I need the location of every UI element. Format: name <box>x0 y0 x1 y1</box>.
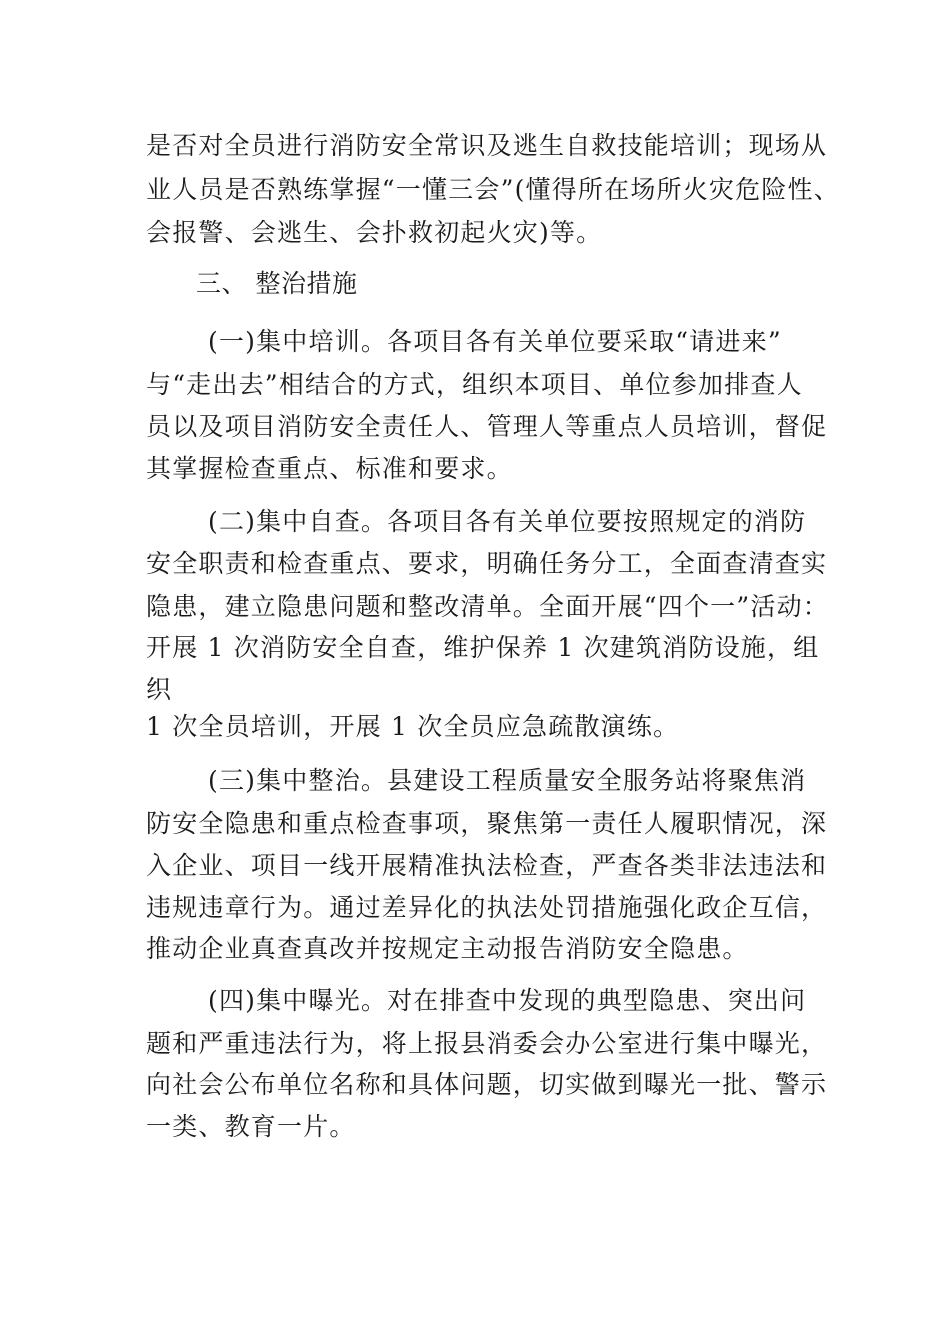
paragraph-line: (二)集中自查。各项目各有关单位要按照规定的消防 <box>208 507 807 536</box>
paragraph-line: 织 <box>146 675 173 704</box>
paragraph-line: 其掌握检查重点、标准和要求。 <box>146 454 513 483</box>
paragraph-line: 向社会公布单位名称和具体问题，切实做到曝光一批、警示 <box>146 1070 828 1099</box>
paragraph-line: 开展 1 次消防安全自查，维护保养 1 次建筑消防设施，组 <box>146 633 820 662</box>
paragraph-line: 隐患，建立隐患问题和整改清单。全面开展“四个一”活动： <box>146 592 829 621</box>
paragraph-line: (一)集中培训。各项目各有关单位要采取“请进来” <box>208 327 782 356</box>
paragraph-line: 推动企业真查真改并按规定主动报告消防安全隐患。 <box>146 934 749 963</box>
paragraph-line: 会报警、会逃生、会扑救初起火灾)等。 <box>146 218 603 247</box>
paragraph-line: 是否对全员进行消防安全常识及逃生自救技能培训；现场从 <box>146 131 828 160</box>
paragraph-line: 业人员是否熟练掌握“一懂三会”(懂得所在场所火灾危险性、 <box>146 175 840 204</box>
paragraph-line: 安全职责和检查重点、要求，明确任务分工，全面查清查实 <box>146 549 828 578</box>
paragraph-line: 与“走出去”相结合的方式，组织本项目、单位参加排查人 <box>146 370 803 399</box>
paragraph-line: (三)集中整治。县建设工程质量安全服务站将聚焦消 <box>208 766 807 795</box>
section-heading: 三、 整治措施 <box>196 269 358 298</box>
paragraph-line: 员以及项目消防安全责任人、管理人等重点人员培训，督促 <box>146 412 828 441</box>
paragraph-line: 违规违章行为。通过差异化的执法处罚措施强化政企互信， <box>146 893 828 922</box>
paragraph-line: 防安全隐患和重点检查事项，聚焦第一责任人履职情况，深 <box>146 809 828 838</box>
paragraph-line: 入企业、项目一线开展精准执法检查，严查各类非法违法和 <box>146 851 828 880</box>
paragraph-line: (四)集中曝光。对在排查中发现的典型隐患、突出问 <box>208 986 807 1015</box>
paragraph-line: 1 次全员培训，开展 1 次全员应急疏散演练。 <box>146 712 680 741</box>
paragraph-line: 题和严重违法行为，将上报县消委会办公室进行集中曝光， <box>146 1029 828 1058</box>
paragraph-line: 一类、教育一片。 <box>146 1112 356 1141</box>
